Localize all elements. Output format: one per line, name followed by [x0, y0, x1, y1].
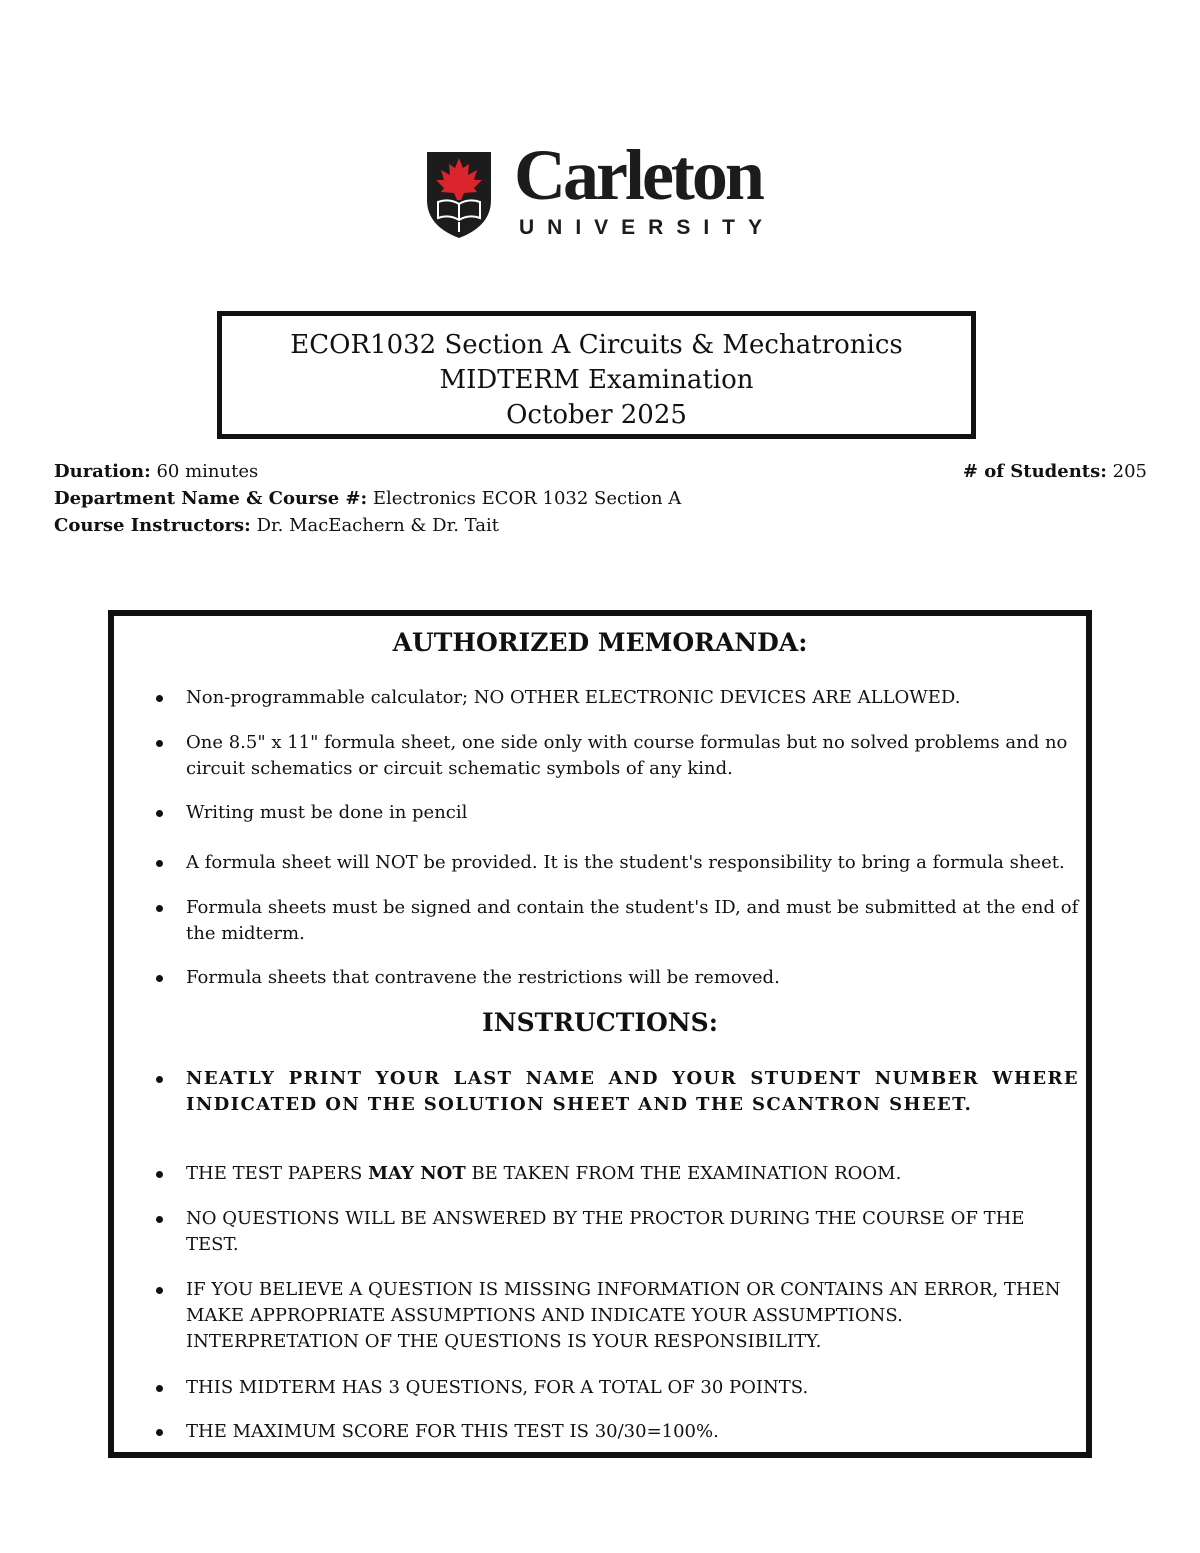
exam-title-box [217, 311, 976, 439]
bullet-icon [156, 905, 163, 912]
logo-subname: UNIVERSITY [519, 216, 776, 239]
memoranda-item: Non-programmable calculator; NO OTHER ELECTRONIC DEVICES ARE ALLOWED. [186, 687, 961, 708]
students-value: 205 [1112, 461, 1147, 482]
instructions-heading: INSTRUCTIONS: [482, 1008, 718, 1037]
students-line [963, 458, 1147, 485]
department-line [54, 485, 681, 512]
bullet-icon [156, 1429, 163, 1436]
instruction-item [186, 1161, 1079, 1187]
exam-type: MIDTERM Examination [439, 365, 754, 395]
bullet-icon [156, 740, 163, 747]
instruction-item: THE MAXIMUM SCORE FOR THIS TEST IS 30/30=100%. [186, 1421, 719, 1442]
students-label: # of Students: [962, 461, 1107, 482]
memoranda-heading: AUTHORIZED MEMORANDA: [392, 628, 808, 657]
bullet-icon [156, 1385, 163, 1392]
exam-rules-box [108, 610, 1092, 1458]
duration-line [54, 458, 258, 485]
logo-wordmark: Carleton [514, 135, 762, 215]
instruction-item: IF YOU BELIEVE A QUESTION IS MISSING INFORMATION OR CONTAINS AN ERROR, THEN MAKE APPROPRIATE ASSUMPTIONS AND INDICATE YOUR ASSUMPTIONS. INTERPRETATION OF THE QUESTIONS IS YOUR RESPONSIBILITY. [186, 1279, 1061, 1352]
instructors-line [54, 512, 499, 539]
exam-date: October 2025 [506, 400, 687, 430]
instruction-text: BE TAKEN FROM THE EXAMINATION ROOM. [465, 1163, 902, 1184]
course-title: ECOR1032 Section A Circuits & Mechatronics [290, 330, 903, 360]
instructors-value: Dr. MacEachern & Dr. Tait [256, 515, 499, 536]
bullet-icon [156, 695, 163, 702]
memoranda-item: One 8.5" x 11" formula sheet, one side only with course formulas but no solved problems and no circuit schematics or circuit schematic symbols of any kind. [186, 732, 1068, 779]
bullet-icon [156, 975, 163, 982]
department-label: Department Name & Course #: [54, 488, 368, 509]
instruction-item: NEATLY PRINT YOUR LAST NAME AND YOUR STUDENT NUMBER WHERE INDICATED ON THE SOLUTION SHEET AND THE SCANTRON SHEET. [186, 1068, 1079, 1115]
memoranda-item: A formula sheet will NOT be provided. It is the student's responsibility to bring a formula sheet. [186, 852, 1065, 873]
bullet-icon [156, 1171, 163, 1178]
instructors-label: Course Instructors: [54, 515, 251, 536]
instruction-text: THE TEST PAPERS [186, 1163, 369, 1184]
duration-label: Duration: [54, 461, 151, 482]
memoranda-item: Writing must be done in pencil [186, 802, 468, 823]
carleton-shield-icon [424, 148, 494, 240]
memoranda-item: Formula sheets must be signed and contain the student's ID, and must be submitted at the end of the midterm. [186, 897, 1079, 944]
bullet-icon [156, 810, 163, 817]
memoranda-item: Formula sheets that contravene the restrictions will be removed. [186, 967, 780, 988]
bullet-icon [156, 1287, 163, 1294]
duration-value: 60 minutes [156, 461, 259, 482]
instruction-emphasis: MAY NOT [368, 1163, 466, 1184]
bullet-icon [156, 1076, 163, 1083]
instruction-item: THIS MIDTERM HAS 3 QUESTIONS, FOR A TOTAL OF 30 POINTS. [186, 1377, 809, 1398]
department-value: Electronics ECOR 1032 Section A [372, 488, 682, 509]
instruction-item: NO QUESTIONS WILL BE ANSWERED BY THE PROCTOR DURING THE COURSE OF THE TEST. [186, 1208, 1025, 1255]
bullet-icon [156, 1216, 163, 1223]
university-logo [424, 135, 784, 244]
bullet-icon [156, 860, 163, 867]
